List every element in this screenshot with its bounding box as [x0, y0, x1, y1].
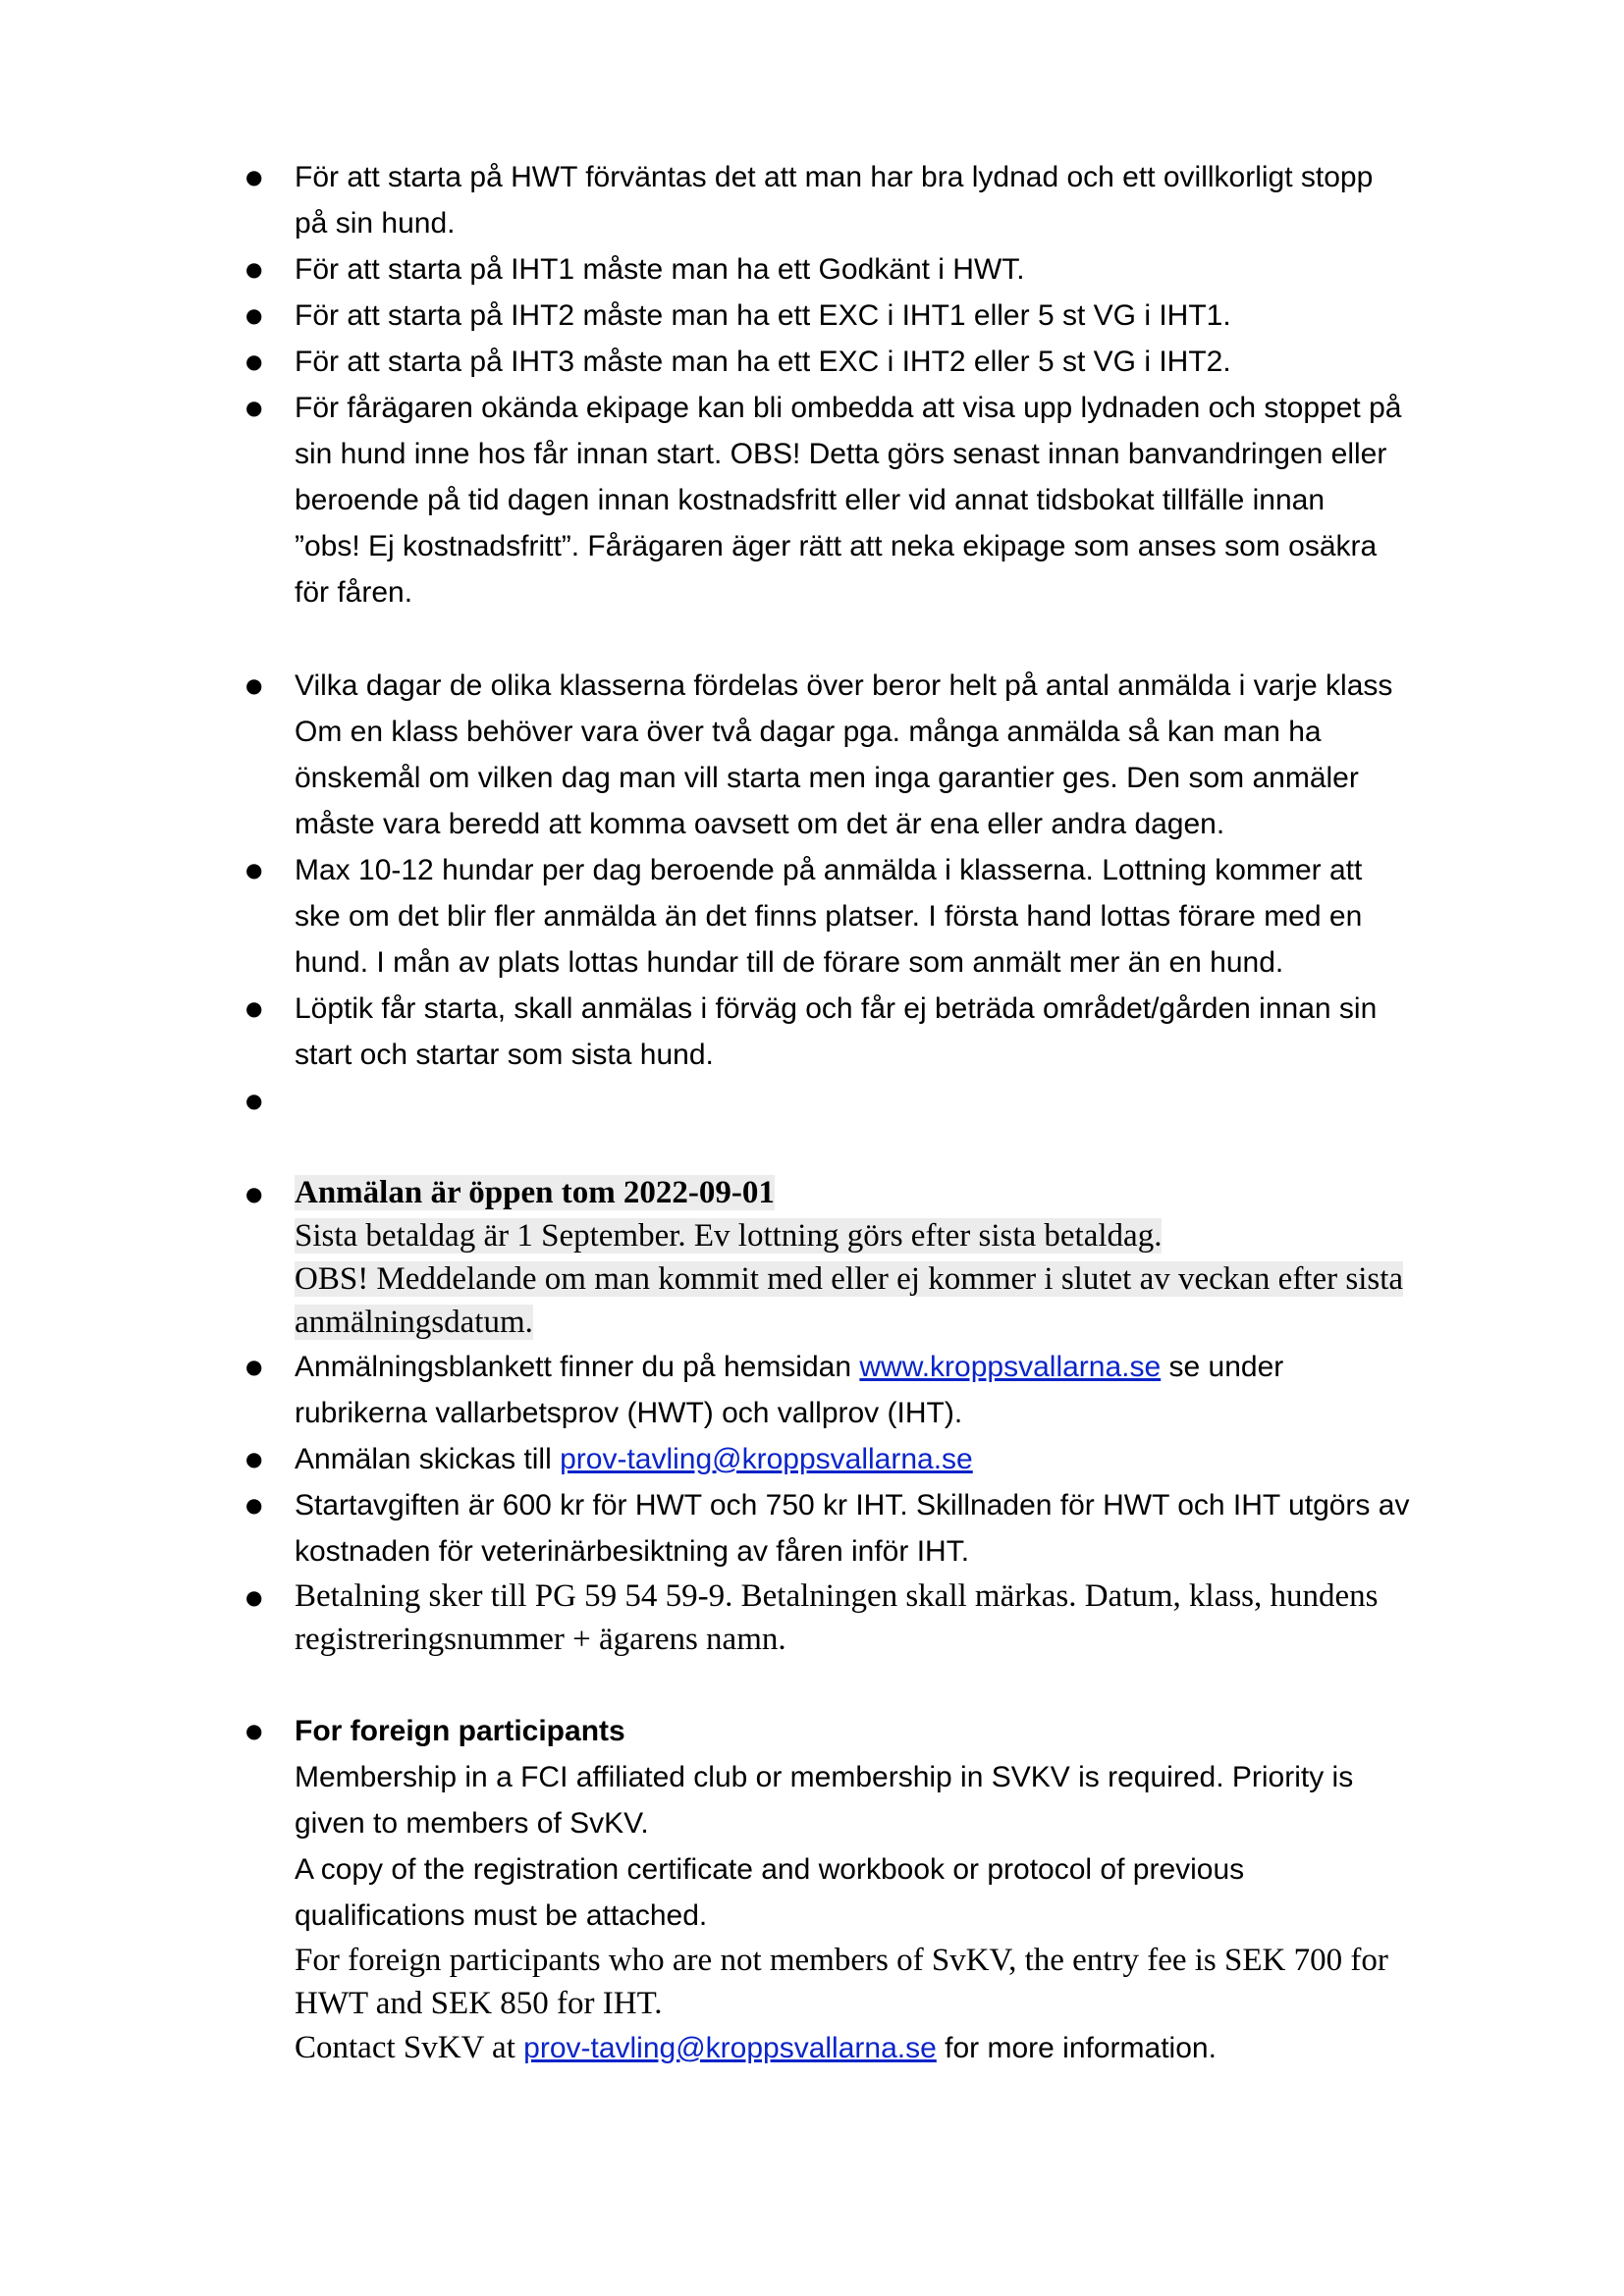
text-line: A copy of the registration certificate and workbook or protocol of previous [295, 1853, 1245, 1886]
bullet-icon: ● [245, 303, 263, 327]
text-line: sin hund inne hos får innan start. OBS! Detta görs senast innan banvandringen eller [295, 438, 1387, 470]
text-line: Anmälan skickas till prov-tavling@kroppsvallarna.se [295, 1443, 973, 1475]
text-line: OBS! Meddelande om man kommit med eller ej kommer i slutet av veckan efter sista [295, 1261, 1404, 1297]
text-line: hund. I mån av plats lottas hundar till de förare som anmält mer än en hund. [295, 946, 1284, 979]
empty-list-item [245, 1078, 1443, 1124]
text-line: För att starta på IHT2 måste man ha ett EXC i IHT1 eller 5 st VG i IHT1. [295, 299, 1231, 332]
list-item [245, 1436, 1443, 1482]
text-line: For foreign participants who are not members of SvKV, the entry fee is SEK 700 for [295, 1943, 1388, 1978]
bullet-icon: ● [245, 1585, 263, 1609]
text-line: Membership in a FCI affiliated club or membership in SVKV is required. Priority is [295, 1761, 1354, 1793]
list-item [245, 246, 1443, 293]
bullet-icon: ● [245, 1089, 263, 1112]
text-line: qualifications must be attached. [295, 1899, 708, 1932]
bullet-icon: ● [245, 1719, 263, 1742]
list-item [245, 154, 1443, 246]
text-line: given to members of SvKV. [295, 1807, 649, 1840]
text-line: Om en klass behöver vara över två dagar pga. många anmälda så kan man ha [295, 716, 1322, 748]
text-line: måste vara beredd att komma oavsett om det är ena eller andra dagen. [295, 808, 1225, 840]
text-line: för fåren. [295, 576, 413, 609]
foreign-item [245, 1708, 1443, 2071]
text-line: start och startar som sista hund. [295, 1039, 714, 1071]
text-line: Betalning sker till PG 59 54 59-9. Betalningen skall märkas. Datum, klass, hundens [295, 1578, 1379, 1614]
bullet-icon: ● [245, 1182, 263, 1205]
text-line: på sin hund. [295, 207, 456, 240]
text-line: beroende på tid dagen innan kostnadsfritt eller vid annat tidsbokat tillfälle innan [295, 484, 1326, 516]
text-line: Löptik får starta, skall anmälas i förväg och får ej beträda området/gården innan sin [295, 992, 1378, 1025]
text-line: HWT and SEK 850 for IHT. [295, 1986, 663, 2021]
contact-email-link[interactable]: prov-tavling@kroppsvallarna.se [523, 2032, 937, 2064]
text-line: För fårägaren okända ekipage kan bli ombedda att visa upp lydnaden och stoppet på [295, 392, 1402, 424]
list-item [245, 1344, 1443, 1436]
text-line: Vilka dagar de olika klasserna fördelas över beror helt på antal anmälda i varje klass [295, 669, 1393, 702]
text-line: Anmälningsblankett finner du på hemsidan www.kroppsvallarna.se se under [295, 1351, 1284, 1383]
registration-heading: Anmälan är öppen tom 2022-09-01 [295, 1175, 775, 1210]
registration-item [245, 1171, 1443, 1344]
contact-line: Contact SvKV at prov-tavling@kroppsvallarna.se for more information. [295, 2030, 1217, 2065]
bullet-icon: ● [245, 257, 263, 281]
bullet-icon: ● [245, 349, 263, 373]
registration-list [245, 1171, 1443, 1661]
list-item [245, 986, 1443, 1078]
spacer [245, 615, 1443, 663]
schedule-list [245, 663, 1443, 1124]
text-line: Sista betaldag är 1 September. Ev lottning görs efter sista betaldag. [295, 1218, 1163, 1254]
text-line: För att starta på IHT1 måste man ha ett Godkänt i HWT. [295, 253, 1025, 286]
list-item [245, 847, 1443, 986]
bullet-icon: ● [245, 1447, 263, 1470]
text-line: ske om det blir fler anmälda än det finns platser. I första hand lottas förare med en [295, 900, 1363, 933]
text-line: Startavgiften är 600 kr för HWT och 750 kr IHT. Skillnaden för HWT och IHT utgörs av [295, 1489, 1410, 1522]
requirements-list [245, 154, 1443, 615]
list-item [245, 1575, 1443, 1661]
bullet-icon: ● [245, 996, 263, 1020]
text-line: Max 10-12 hundar per dag beroende på anmälda i klasserna. Lottning kommer att [295, 854, 1363, 886]
bullet-icon: ● [245, 673, 263, 697]
list-item [245, 293, 1443, 339]
text-line: önskemål om vilken dag man vill starta men inga garantier ges. Den som anmäler [295, 762, 1359, 794]
spacer [245, 1661, 1443, 1708]
website-link[interactable]: www.kroppsvallarna.se [859, 1351, 1162, 1383]
text-line: registreringsnummer + ägarens namn. [295, 1622, 786, 1657]
email-link[interactable]: prov-tavling@kroppsvallarna.se [560, 1443, 973, 1475]
list-item [245, 663, 1443, 847]
list-item [245, 1482, 1443, 1575]
text-line: För att starta på HWT förväntas det att man har bra lydnad och ett ovillkorligt stopp [295, 161, 1374, 193]
text-line: anmälningsdatum. [295, 1305, 533, 1340]
text-line: ”obs! Ej kostnadsfritt”. Fårägaren äger rätt att neka ekipage som anses som osäkra [295, 530, 1378, 562]
spacer [245, 1124, 1443, 1171]
bullet-icon: ● [245, 858, 263, 881]
list-item [245, 339, 1443, 385]
text-line: kostnaden för veterinärbesiktning av fåren inför IHT. [295, 1535, 970, 1568]
bullet-icon: ● [245, 165, 263, 188]
page-content [245, 154, 1443, 2071]
foreign-heading: For foreign participants [295, 1715, 625, 1747]
text-line: rubrikerna vallarbetsprov (HWT) och vallprov (IHT). [295, 1397, 963, 1429]
list-item [245, 385, 1443, 615]
foreign-list [245, 1708, 1443, 2071]
bullet-icon: ● [245, 1493, 263, 1517]
bullet-icon: ● [245, 396, 263, 419]
bullet-icon: ● [245, 1355, 263, 1378]
text-line: För att starta på IHT3 måste man ha ett EXC i IHT2 eller 5 st VG i IHT2. [295, 346, 1231, 378]
